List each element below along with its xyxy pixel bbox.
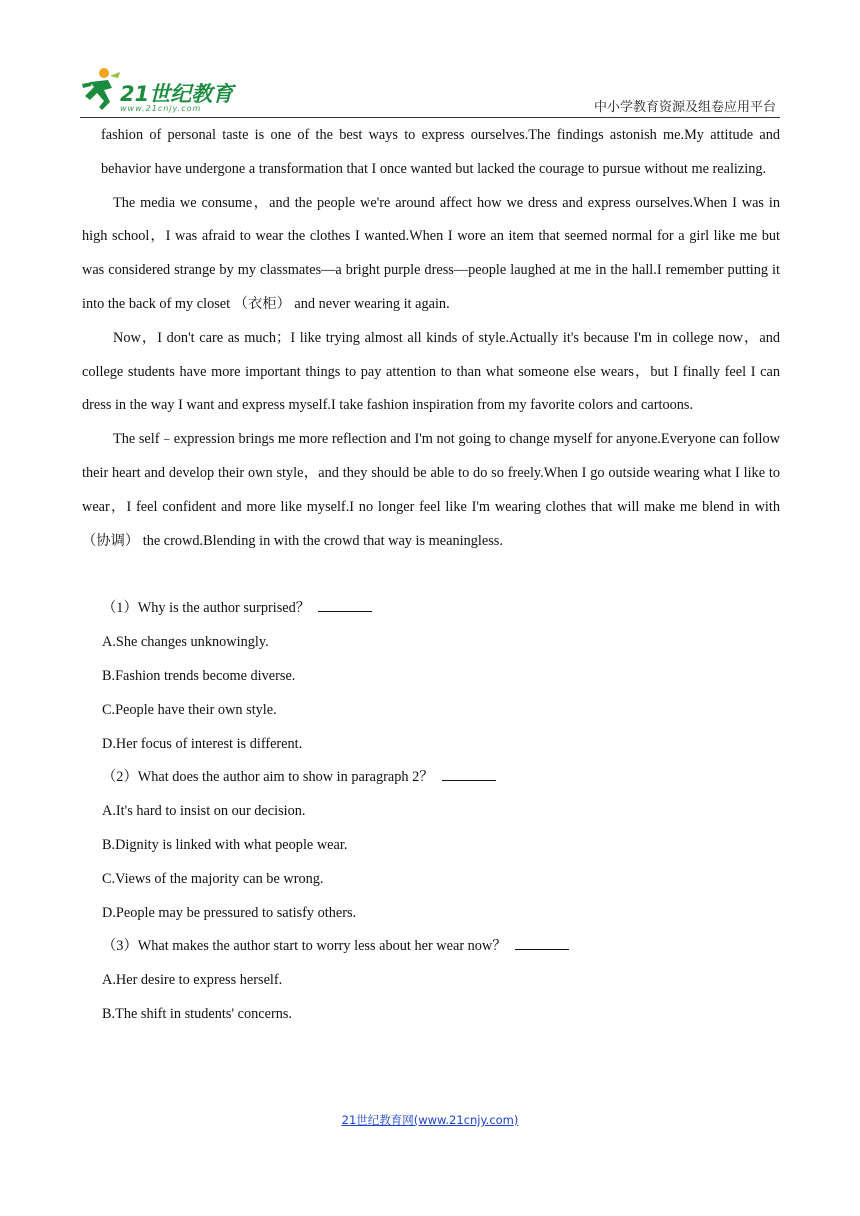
question-1 <box>82 592 780 626</box>
option-1a: A.She changes unknowingly. <box>102 634 269 651</box>
paragraph-2: The media we consume，and the people we're around affect how we dress and express ourselves.When I was in high school，I was afraid to wear the clothes I wanted.When I wore an item that seemed normal for a girl like me but was considered strange by my classmates—a bright purple dress—people laughed at me in the hall.I remember putting it into the back of my closet （衣柜） and never wearing it again. <box>82 194 780 312</box>
option-2a: A.It's hard to insist on our decision. <box>102 803 306 820</box>
option-2b: B.Dignity is linked with what people wear. <box>102 836 348 853</box>
question-stem: （3）What makes the author start to worry less about her wear now？ <box>102 938 507 955</box>
paragraph-4: The self﹣expression brings me more reflection and I'm not going to change myself for anyone.Everyone can follow their heart and develop their own style，and they should be able to do so freely.When I go outside wearing what I like to wear，I feel confident and more like myself.I no longer feel like I'm wearing clothes that will make me blend in with （协调） the crowd.Blending in with the crowd that way is meaningless. <box>82 431 780 549</box>
document-body <box>82 119 780 1032</box>
question-stem: （1）Why is the author surprised？ <box>102 600 311 617</box>
answer-blank[interactable] <box>442 768 496 781</box>
spacer <box>82 558 780 592</box>
page-header <box>80 64 780 120</box>
option-3b: B.The shift in students' concerns. <box>102 1005 292 1022</box>
answer-blank[interactable] <box>318 599 372 612</box>
footer-link[interactable]: 21世纪教育网(www.21cnjy.com) <box>341 1113 519 1127</box>
logo <box>80 64 280 116</box>
answer-blank[interactable] <box>515 937 569 950</box>
option-1d: D.Her focus of interest is different. <box>102 735 303 752</box>
question-2 <box>82 761 780 795</box>
option-2d: D.People may be pressured to satisfy others. <box>102 904 357 921</box>
option-1b: B.Fashion trends become diverse. <box>102 667 296 684</box>
platform-title: 中小学教育资源及组卷应用平台 <box>593 100 776 115</box>
logo-subtitle: www.21cnjy.com <box>120 104 202 113</box>
option-1c: C.People have their own style. <box>102 701 277 718</box>
question-3 <box>82 930 780 964</box>
option-3a: A.Her desire to express herself. <box>102 972 283 989</box>
paragraph-3: Now，I don't care as much；I like trying almost all kinds of style.Actually it's because I'm in college now，and college students have more important things to pay attention to than what someone else wears，but I finally feel I can dress in the way I want and express myself.I take fashion inspiration from my favorite colors and cartoons. <box>82 329 780 414</box>
logo-title: 21世纪教育 <box>120 82 234 106</box>
header-divider <box>80 117 780 118</box>
question-stem: （2）What does the author aim to show in paragraph 2？ <box>102 769 434 786</box>
running-figure-logo-icon <box>80 66 122 112</box>
option-2c: C.Views of the majority can be wrong. <box>102 870 324 887</box>
paragraph-1: fashion of personal taste is one of the best ways to express ourselves.The findings astonish me.My attitude and behavior have undergone a transformation that I once wanted but lacked the courage to pursue without me realizing. <box>101 127 780 177</box>
